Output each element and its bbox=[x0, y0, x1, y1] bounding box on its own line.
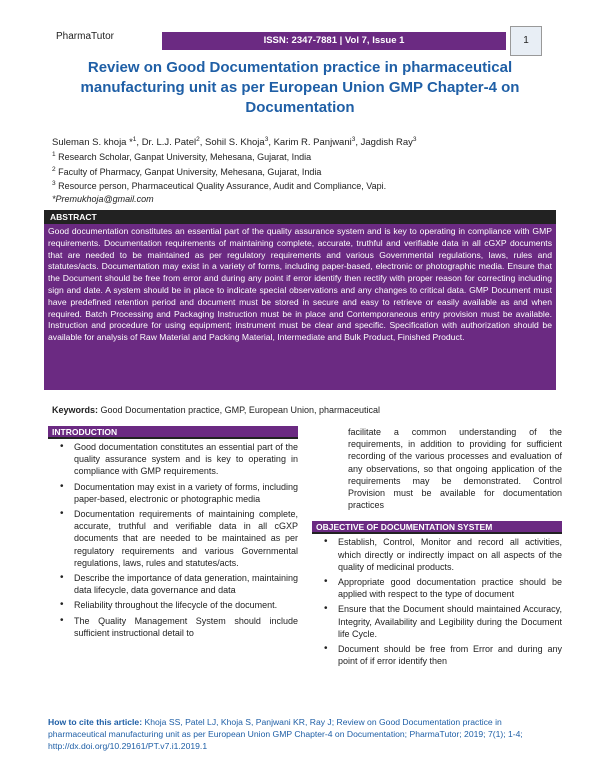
affiliation-sup: 2 bbox=[52, 165, 56, 173]
author-sup: 2 bbox=[196, 136, 200, 143]
affiliation-sup: 3 bbox=[52, 180, 56, 188]
continuation-paragraph: facilitate a common understanding of the requirements, in addition to providing for sufficient recording of the various processes and evaluation of any observations, so that ongoing application of the requirements may be demonstrated. Control Provision must be available for documentation practices bbox=[348, 427, 562, 511]
issn-bar: ISSN: 2347-7881 | Vol 7, Issue 1 bbox=[162, 32, 506, 50]
list-item: • Good documentation constitutes an essential part of the quality assurance system and is key to operating in compliance with GMP requirements. bbox=[74, 441, 298, 478]
affiliation-text: Resource person, Pharmaceutical Quality Assurance, Audit and Compliance, Vapi. bbox=[58, 181, 387, 192]
author-sup: 3 bbox=[351, 136, 356, 143]
keywords-text: Good Documentation practice, GMP, European Union, pharmaceutical bbox=[98, 405, 381, 415]
article-title: Review on Good Documentation practice in pharmaceutical manufacturing unit as per European Union GMP Chapter-4 on Documentation bbox=[80, 59, 520, 116]
list-item: • Reliability throughout the lifecycle of the document. bbox=[74, 599, 298, 611]
section-heading-introduction: INTRODUCTION bbox=[48, 426, 298, 439]
author-name: , Dr. L.J. Patel bbox=[136, 137, 197, 149]
citation-label: How to cite this article: bbox=[48, 717, 143, 727]
author-list bbox=[52, 133, 552, 149]
author-sup: 3 bbox=[264, 136, 269, 143]
corresponding-email: *Premukhoja@gmail.com bbox=[52, 193, 154, 204]
abstract-body: Good documentation constitutes an essential part of the quality assurance system and is key to operating in compliance with GMP requirements. Documentation requirements of maintaining complete, accurate, truthful and verifiable data in all cGXP documents that are needed to be maintained as per regulatory requirements and various Governmental regulations, laws, rules and statutes/acts. Documentation may exist in a variety of forms, including paper-based, electronic or photographic media. Ensure that the Document should be free from error and during any point if error identify then rectify with proper reason for correcting including sign and date. A system should be in place to indicate special observations and any changes to critical data. GMP Document must have predefined retention period and document must be stored in secure and easy to retrieve or easily available as and when required. Batch Processing and Packaging Instruction must be in place and Contemporaneous entry provision must be available. Instruction and procedure for using equipment; instrument must be clear and specific. Specification with authorization should be available for analysis of Raw Material and Packing Material, Intermediate and Bulk Product, Finished Product. bbox=[44, 224, 556, 390]
citation-text: Khoja SS, Patel LJ, Khoja S, Panjwani KR, Ray J; Review on Good Documentation practice in pharmaceutical manufacturing unit as per European Union GMP Chapter-4 on Documentation; PharmaTutor; 2019; 7(1); 1-4; http://dx.doi.org/10.29161/PT.v7.i1.2019.1 bbox=[48, 717, 523, 751]
affiliation-text: Faculty of Pharmacy, Ganpat University, Mehesana, Gujarat, India bbox=[58, 166, 322, 177]
introduction-list bbox=[48, 441, 298, 639]
left-column bbox=[48, 426, 298, 642]
journal-brand: PharmaTutor bbox=[52, 26, 162, 48]
list-item: • Document should be free from Error and during any point of if error identify then bbox=[338, 643, 562, 667]
objective-list bbox=[312, 536, 562, 667]
author-sup: 1 bbox=[132, 136, 137, 143]
keywords-label: Keywords: bbox=[52, 405, 99, 415]
list-item: • Documentation may exist in a variety of forms, including paper-based, electronic or photographic media bbox=[74, 481, 298, 505]
author-name: , Sohil S. Khoja bbox=[199, 137, 265, 149]
list-item: • Describe the importance of data generation, maintaining data lifecycle, data governance and data bbox=[74, 572, 298, 596]
author-name: Suleman S. khoja * bbox=[52, 137, 133, 149]
affiliation bbox=[52, 164, 552, 179]
author-sup: 3 bbox=[412, 136, 417, 143]
affiliation-text: Research Scholar, Ganpat University, Mehesana, Gujarat, India bbox=[58, 152, 312, 163]
page-header bbox=[44, 26, 544, 56]
list-item: • Documentation requirements of maintaining complete, accurate, truthful and verifiable data in all cGXP documents that are needed to be maintained as per regulatory requirements and various Governmental regulations, laws, rules and statutes/acts. bbox=[74, 508, 298, 569]
affiliation bbox=[52, 178, 552, 193]
list-item: • Appropriate good documentation practice should be applied with respect to the type of document bbox=[338, 576, 562, 600]
section-heading-objective: OBJECTIVE OF DOCUMENTATION SYSTEM bbox=[312, 521, 562, 534]
affiliation bbox=[52, 149, 552, 164]
list-item: • Establish, Control, Monitor and record all activities, which directly or indirectly impact on all aspects of the quality of medicinal products. bbox=[338, 536, 562, 573]
author-name: , Jagdish Ray bbox=[355, 137, 413, 149]
list-item: • The Quality Management System should include sufficient instructional detail to bbox=[74, 615, 298, 639]
right-column bbox=[312, 426, 562, 670]
affiliation-sup: 1 bbox=[52, 151, 56, 159]
list-item: • Ensure that the Document should maintained Accuracy, Integrity, Availability and Legibility during the Document life Cycle. bbox=[338, 603, 562, 640]
author-block bbox=[52, 133, 552, 206]
citation-footer bbox=[48, 716, 558, 752]
keywords bbox=[52, 405, 552, 415]
page-number: 1 bbox=[510, 26, 542, 56]
author-name: , Karim R. Panjwani bbox=[268, 137, 352, 149]
abstract-heading: ABSTRACT bbox=[44, 210, 556, 224]
